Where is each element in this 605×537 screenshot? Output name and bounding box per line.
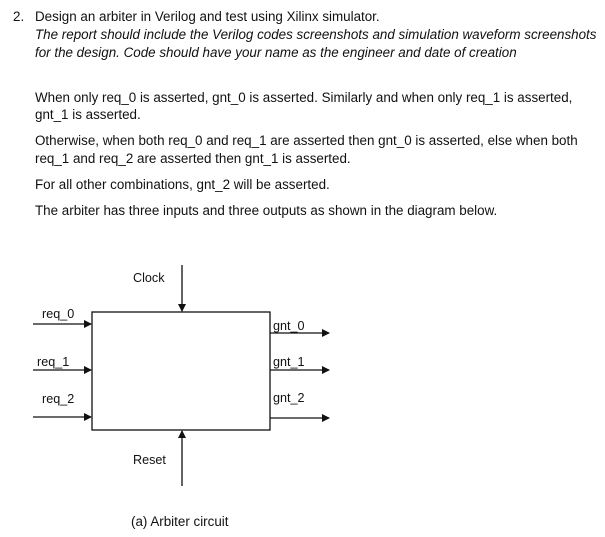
arbiter-box bbox=[92, 312, 270, 430]
clock-label: Clock bbox=[133, 271, 165, 285]
spec-paragraph-1-line-1: When only req_0 is asserted, gnt_0 is asserted. Similarly and when only req_1 is asserted, bbox=[35, 90, 573, 105]
output-label-gnt-2: gnt_2 bbox=[273, 391, 305, 405]
report-note-line-2: for the design. Code should have your name as the engineer and date of creation bbox=[35, 45, 517, 60]
input-label-req-0: req_0 bbox=[42, 307, 75, 321]
input-label-req-2: req_2 bbox=[42, 392, 75, 406]
spec-paragraph-4: The arbiter has three inputs and three outputs as shown in the diagram below. bbox=[35, 203, 498, 218]
spec-paragraph-2-line-1: Otherwise, when both req_0 and req_1 are asserted then gnt_0 is asserted, else when both bbox=[35, 133, 578, 148]
input-label-req-1: req_1 bbox=[37, 355, 70, 369]
spec-paragraph-1-line-2: gnt_1 is asserted. bbox=[35, 107, 141, 122]
question-title: Design an arbiter in Verilog and test using Xilinx simulator. bbox=[35, 9, 380, 24]
output-label-gnt-0: gnt_0 bbox=[273, 319, 305, 333]
output-label-gnt-1: gnt_1 bbox=[273, 355, 305, 369]
diagram-caption: (a) Arbiter circuit bbox=[131, 514, 229, 529]
spec-paragraph-3: For all other combinations, gnt_2 will be asserted. bbox=[35, 177, 330, 192]
report-note-line-1: The report should include the Verilog codes screenshots and simulation waveform screenshots bbox=[35, 27, 597, 42]
spec-paragraph-2-line-2: req_1 and req_2 are asserted then gnt_1 is asserted. bbox=[35, 151, 351, 166]
question-number: 2. bbox=[13, 9, 25, 24]
reset-label: Reset bbox=[133, 453, 166, 467]
